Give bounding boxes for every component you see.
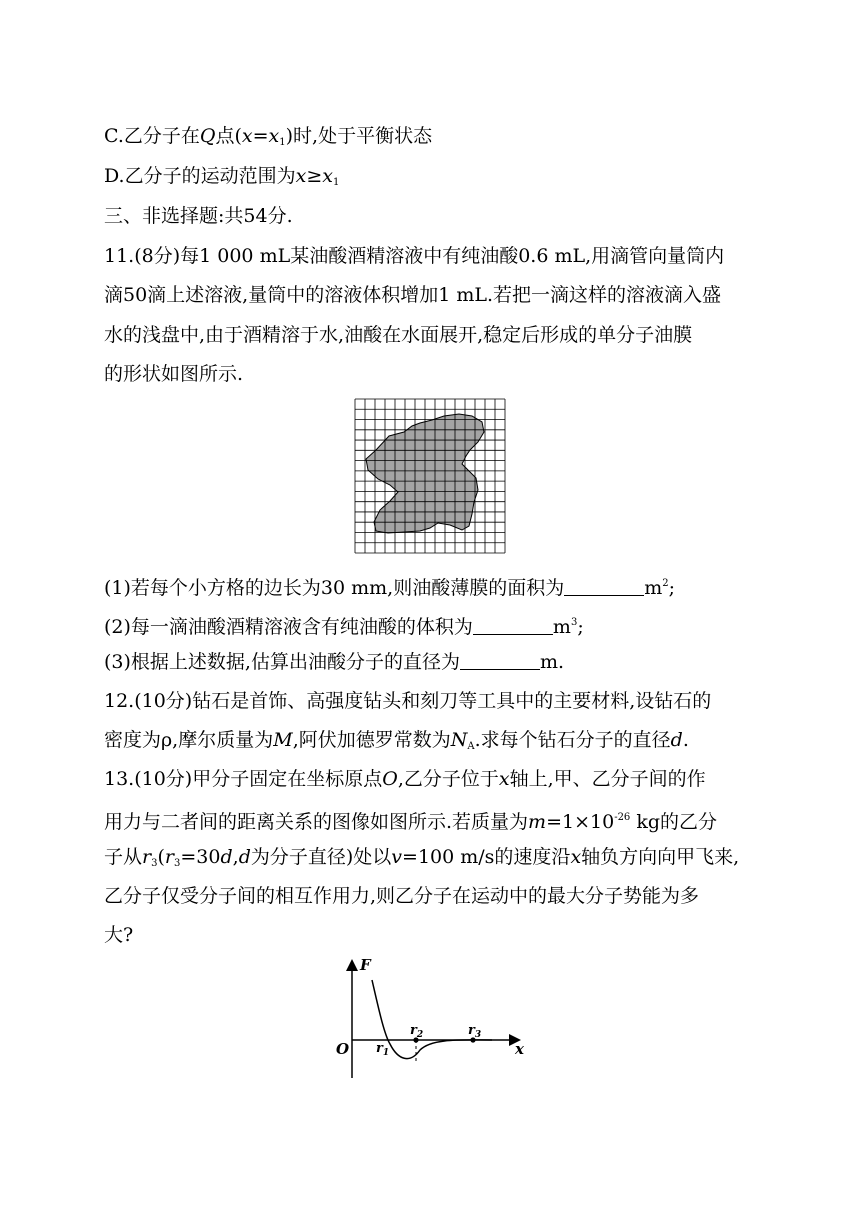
q13-line4: 乙分子仅受分子间的相互作用力,则乙分子在运动中的最大分子势能为多 <box>104 885 700 907</box>
q13-line5: 大? <box>104 924 134 946</box>
q11-line2: 滴50滴上述溶液,量筒中的溶液体积增加1 mL.若把一滴这样的溶液滴入盛 <box>104 284 722 306</box>
q11-part2: (2)每一滴油酸酒精溶液含有纯油酸的体积为 $m^3$; <box>104 616 584 638</box>
q11-line3: 水的浅盘中,由于酒精溶于水,油酸在水面展开,稳定后形成的单分子油膜 <box>104 324 693 346</box>
r1-label: $r_1$ <box>376 1041 390 1058</box>
answer-blank-3[interactable] <box>460 649 540 670</box>
q13-line2: 用力与二者间的距离关系的图像如图所示.若质量为$m=1\times 10^{-26}$ kg的乙分 <box>104 811 718 833</box>
section-heading: 三、非选择题:共54分. <box>104 205 293 227</box>
r3-label: $r_3$ <box>468 1023 482 1040</box>
q13-line1: 13.(10分)甲分子固定在坐标原点O,乙分子位于x轴上,甲、乙分子间的作 <box>104 768 706 790</box>
option-c: C.乙分子在Q点$(x=x_1)$时,处于平衡状态 <box>104 125 433 148</box>
answer-blank-2[interactable] <box>473 614 553 635</box>
x-label: x <box>515 1040 524 1058</box>
origin-label: O <box>336 1040 350 1058</box>
q11-part1: (1)若每个小方格的边长为30 mm,则油酸薄膜的面积为 $m^2$; <box>104 577 676 599</box>
f-label: F <box>360 956 371 974</box>
q12-line2: 密度为ρ,摩尔质量为M,阿伏加德罗常数为$N_A$.求每个钻石分子的直径d. <box>104 729 689 752</box>
q11-line4: 的形状如图所示. <box>104 363 244 385</box>
q13-line3: 子从$r_3(r_3=30d,d$为分子直径)处以v=100 m/s的速度沿x轴负方向向甲飞来, <box>104 846 740 869</box>
option-d: D.乙分子的运动范围为$x\ge x_1$ <box>104 165 340 188</box>
answer-blank-1[interactable] <box>564 575 644 596</box>
force-distance-graph <box>332 956 532 1082</box>
r2-label: $r_2$ <box>410 1023 424 1040</box>
force-curve <box>372 980 492 1059</box>
q11-part3: (3)根据上述数据,估算出油酸分子的直径为 m. <box>104 651 565 673</box>
q12-line1: 12.(10分)钻石是首饰、高强度钻头和刻刀等工具中的主要材料,设钻石的 <box>104 690 712 712</box>
oil-film-figure <box>354 398 506 554</box>
q11-line1: 11.(8分)每1 000 mL某油酸酒精溶液中有纯油酸0.6 mL,用滴管向量筒内 <box>104 245 725 267</box>
